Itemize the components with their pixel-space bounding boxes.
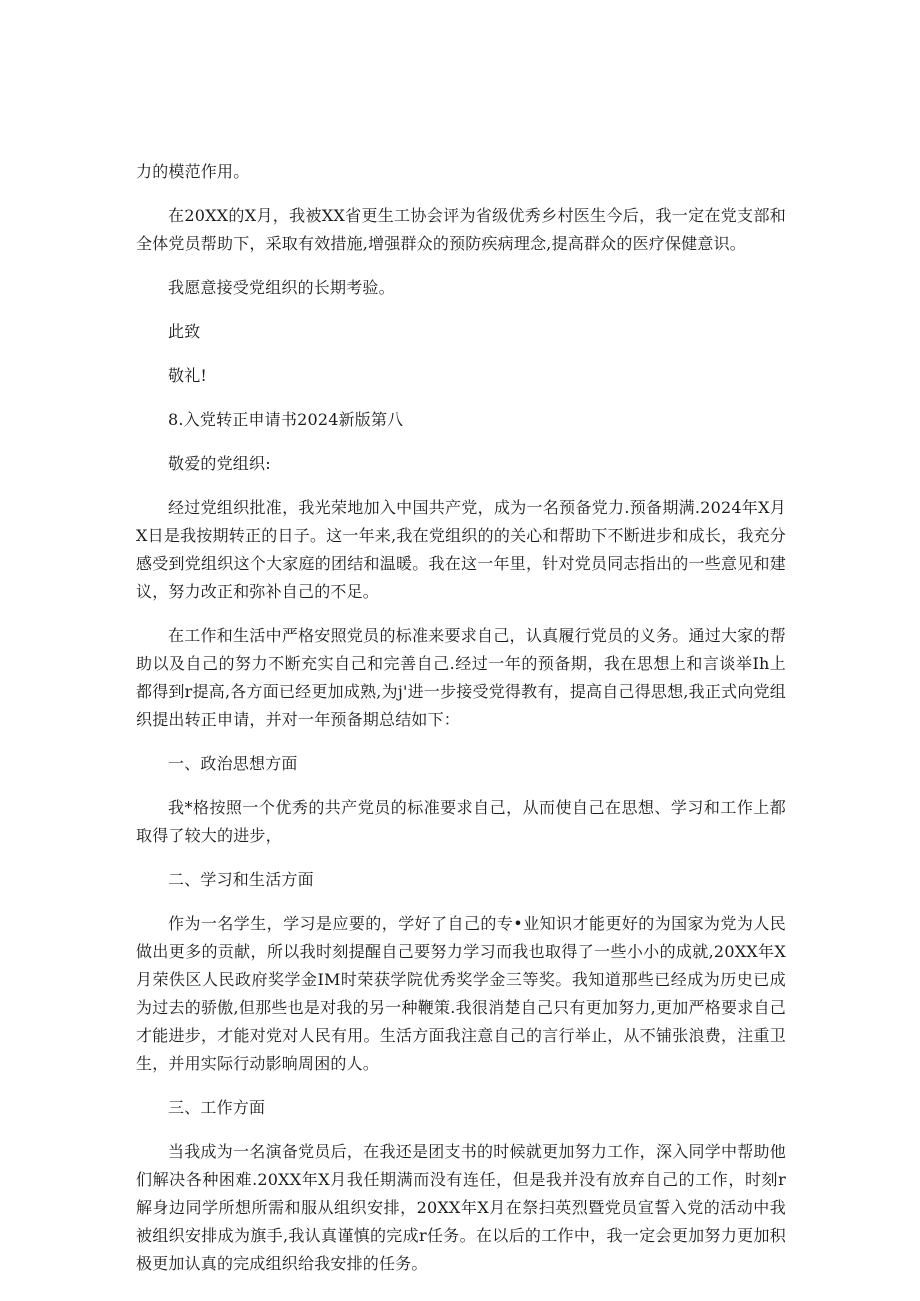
paragraph-award: 在20XX的X月，我被XX省更生工协会评为省级优秀乡村医生今后，我一定在党支部和全体党员帮助下，采取有效措施,增强群众的预防疾病理念,提高群众的医疗保健意识。: [136, 206, 786, 253]
paragraph-work: 当我成为一名演备党员后，在我还是团支书的时候就更加努力工作，深入同学中帮助他们解决各种困难.20XX年X月我任期满而没有连任，但是我并没有放弃自己的工作，时刻r解身边同学所想所需和服从组织安排，20XX年X月在祭扫英烈暨党员宣誓入党的活动中我被组织安排成为旗手,我认真谨慎的完成r任务。在以后的工作中，我一定会更加努力更加积极更加认真的完成组织给我安排的任务。: [136, 1142, 786, 1273]
section-heading: 8.入党转正申请书2024新版第八: [168, 410, 404, 429]
paragraph-self-requirement: 在工作和生活中严格安照党员的标准来要求自己，认真履行党员的义务。通过大家的帮助以及自己的努力不断充实自己和完善自己.经过一年的预备期，我在思想上和言谈举Ih上都得到r提高,各方面已经更加成熟,为j'进一步接受党得教有，提高自己得思想,我正式向党组织提出转正申请，并对一年预备期总结如下：: [136, 626, 786, 729]
paragraph-study-life: 作为一名学生，学习是应要的，学好了自己的专•业知识才能更好的为国家为党为人民做出更多的贡献，所以我时刻提醒自己要努力学习而我也取得了一些小小的成就,20XX年X月荣佚区人民政府奖学金IM时荣获学院优秀奖学金三等奖。我知道那些已经成为历史已成为过去的骄傲,但那些也是对我的另一种鞭策.我很消楚自己只有更加努力,更加严格要求自己才能进步，才能对党对人民有用。生活方面我注意自己的言行举止，从不铺张浪费，注重卫生，并用实际行动影晌周困的人。: [136, 914, 786, 1073]
paragraph-commitment: 我愿意接受党组织的长期考验。: [168, 278, 395, 297]
closing-regards: 敬礼!: [168, 366, 208, 385]
heading-work: 三、工作方面: [168, 1098, 266, 1117]
heading-political: 一、政治思想方面: [168, 754, 298, 773]
letter-greeting: 敬爱的党组织:: [168, 454, 271, 473]
heading-study-life: 二、学习和生活方面: [168, 870, 314, 889]
paragraph-continuation: 力的模范作用。: [136, 162, 250, 181]
paragraph-political: 我*格按照一个优秀的共产党员的标准要求自己，从而使自己在思想、学习和工作上都取得了较大的进步，: [136, 798, 786, 845]
document-body: [136, 158, 786, 1294]
closing-salutation: 此致: [168, 322, 201, 341]
paragraph-intro: 经过党组织批准，我光荣地加入中国共产党，成为一名预备党力.预备期满.2024年X月X日是我按期转正的日子。这一年来,我在党组织的的关心和帮助下不断进步和成长，我充分感受到党组织这个大家庭的团结和温暖。我在这一年里，针对党员同志指出的一些意见和建议，努力改正和弥补自己的不足。: [136, 498, 786, 601]
